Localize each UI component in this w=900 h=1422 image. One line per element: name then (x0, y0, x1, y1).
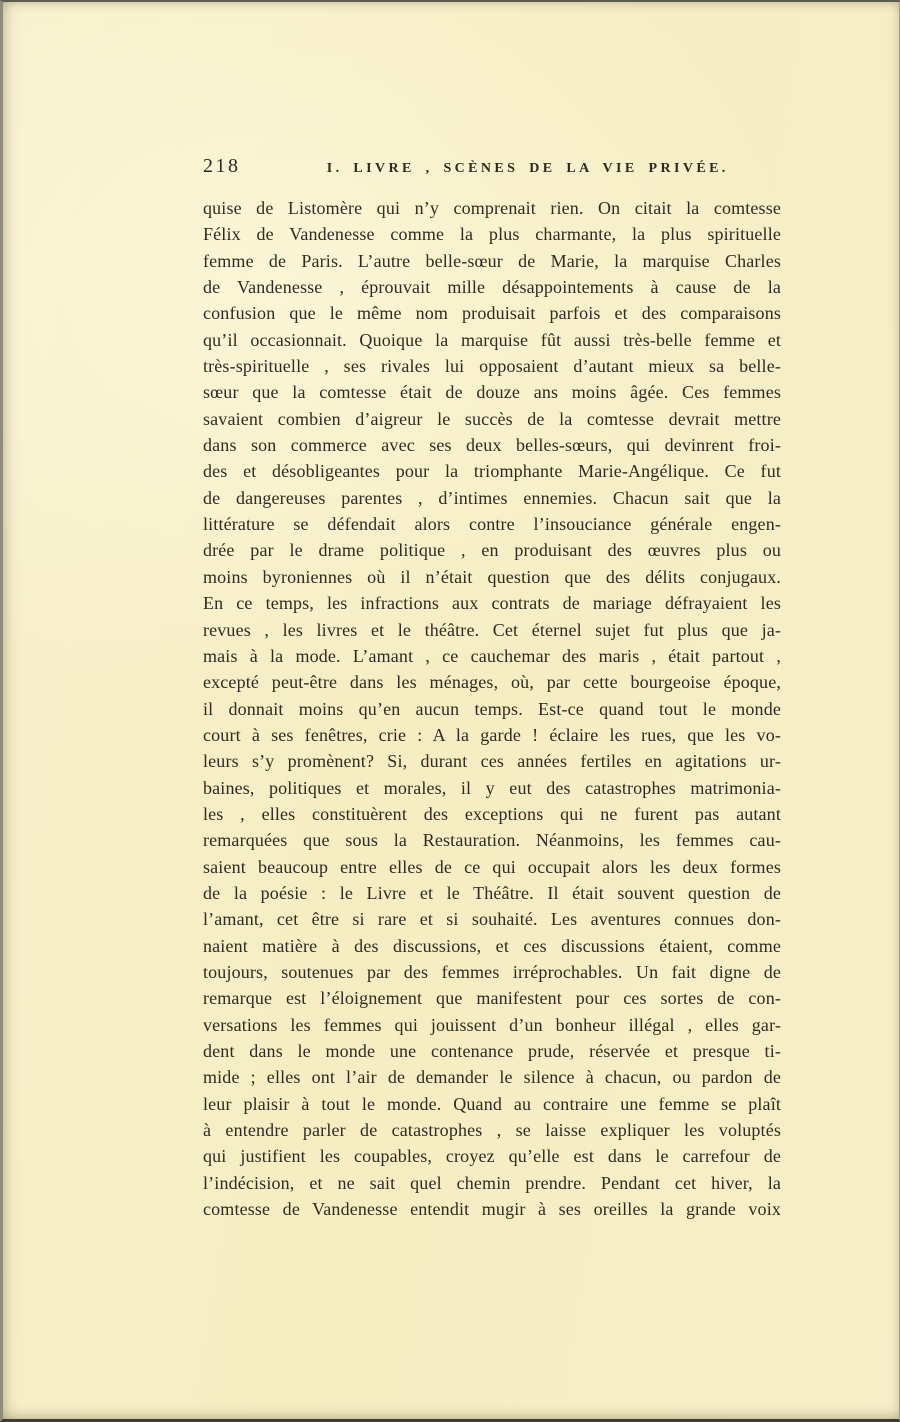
text-line: drée par le drame politique , en produisant des œuvres plus ou (203, 540, 781, 561)
text-line: mide ; elles ont l’air de demander le silence à chacun, ou pardon de (203, 1067, 781, 1088)
text-line: à entendre parler de catastrophes , se laisse expliquer les voluptés (203, 1120, 781, 1141)
text-line: Félix de Vandenesse comme la plus charmante, la plus spirituelle (203, 224, 781, 245)
text-line: En ce temps, les infractions aux contrats de mariage défrayaient les (203, 593, 781, 614)
text-line: de Vandenesse , éprouvait mille désappointements à cause de la (203, 277, 781, 298)
text-line: mais à la mode. L’amant , ce cauchemar des maris , était partout , (203, 645, 781, 666)
body-text (203, 195, 781, 1222)
text-line: très-spirituelle , ses rivales lui opposaient d’autant mieux sa belle- (203, 356, 781, 377)
text-line: baines, politiques et morales, il y eut des catastrophes matrimonia- (203, 777, 781, 798)
text-line: remarque est l’éloignement que manifestent pour ces sortes de con- (203, 988, 781, 1009)
text-line: leur plaisir à tout le monde. Quand au contraire une femme se plaît (203, 1093, 781, 1114)
text-line: excepté peut-être dans les ménages, où, par cette bourgeoise époque, (203, 672, 781, 693)
text-line: des et désobligeantes pour la triomphante Marie-Angélique. Ce fut (203, 461, 781, 482)
text-line: qui justifient les coupables, croyez qu’elle est dans le carrefour de (203, 1146, 781, 1167)
text-line: l’indécision, et ne sait quel chemin prendre. Pendant cet hiver, la (203, 1172, 781, 1193)
text-line: toujours, soutenues par des femmes irréprochables. Un fait digne de (203, 961, 781, 982)
text-line: dent dans le monde une contenance prude, réservée et presque ti- (203, 1041, 781, 1061)
text-line: confusion que le même nom produisait parfois et des comparaisons (203, 303, 781, 324)
page-number: 218 (203, 155, 241, 177)
running-title: I. LIVRE , SCÈNES DE LA VIE PRIVÉE. (326, 161, 729, 176)
text-line: comtesse de Vandenesse entendit mugir à ses oreilles la grande voix (203, 1199, 781, 1220)
text-line: versations les femmes qui jouissent d’un bonheur illégal , elles gar- (203, 1014, 781, 1035)
text-line: les , elles constituèrent des exceptions qui ne furent pas autant (203, 803, 781, 824)
running-header (203, 155, 781, 178)
text-line: de la poésie : le Livre et le Théâtre. Il était souvent question de (203, 882, 781, 903)
text-line: naient matière à des discussions, et ces discussions étaient, comme (203, 935, 781, 956)
text-line: qu’il occasionnait. Quoique la marquise fût aussi très-belle femme et (203, 329, 781, 350)
text-line: revues , les livres et le théâtre. Cet éternel sujet fut plus que ja- (203, 619, 781, 640)
text-line: sœur que la comtesse était de douze ans moins âgée. Ces femmes (203, 382, 781, 403)
text-line: court à ses fenêtres, crie : A la garde ! éclaire les rues, que les vo- (203, 724, 781, 745)
text-line: il donnait moins qu’en aucun temps. Est-ce quand tout le monde (203, 698, 781, 719)
text-line: l’amant, cet être si rare et si souhaité. Les aventures connues don- (203, 909, 781, 930)
text-line: savaient combien d’aigreur le succès de la comtesse devrait mettre (203, 408, 781, 429)
text-line: dans son commerce avec ses deux belles-sœurs, qui devinrent froi- (203, 435, 781, 456)
text-line: littérature se défendait alors contre l’insouciance générale engen- (203, 514, 781, 535)
text-line: femme de Paris. L’autre belle-sœur de Marie, la marquise Charles (203, 250, 781, 271)
text-line: remarquées que sous la Restauration. Néanmoins, les femmes cau- (203, 830, 781, 851)
text-line: quise de Listomère qui n’y comprenait rien. On citait la comtesse (203, 198, 781, 218)
text-line: de dangereuses parentes , d’intimes ennemies. Chacun sait que la (203, 487, 781, 508)
text-line: leurs s’y promènent? Si, durant ces années fertiles en agitations ur- (203, 751, 781, 772)
text-line: moins byroniennes où il n’était question que des délits conjugaux. (203, 566, 781, 587)
text-line: saient beaucoup entre elles de ce qui occupait alors les deux formes (203, 856, 781, 877)
